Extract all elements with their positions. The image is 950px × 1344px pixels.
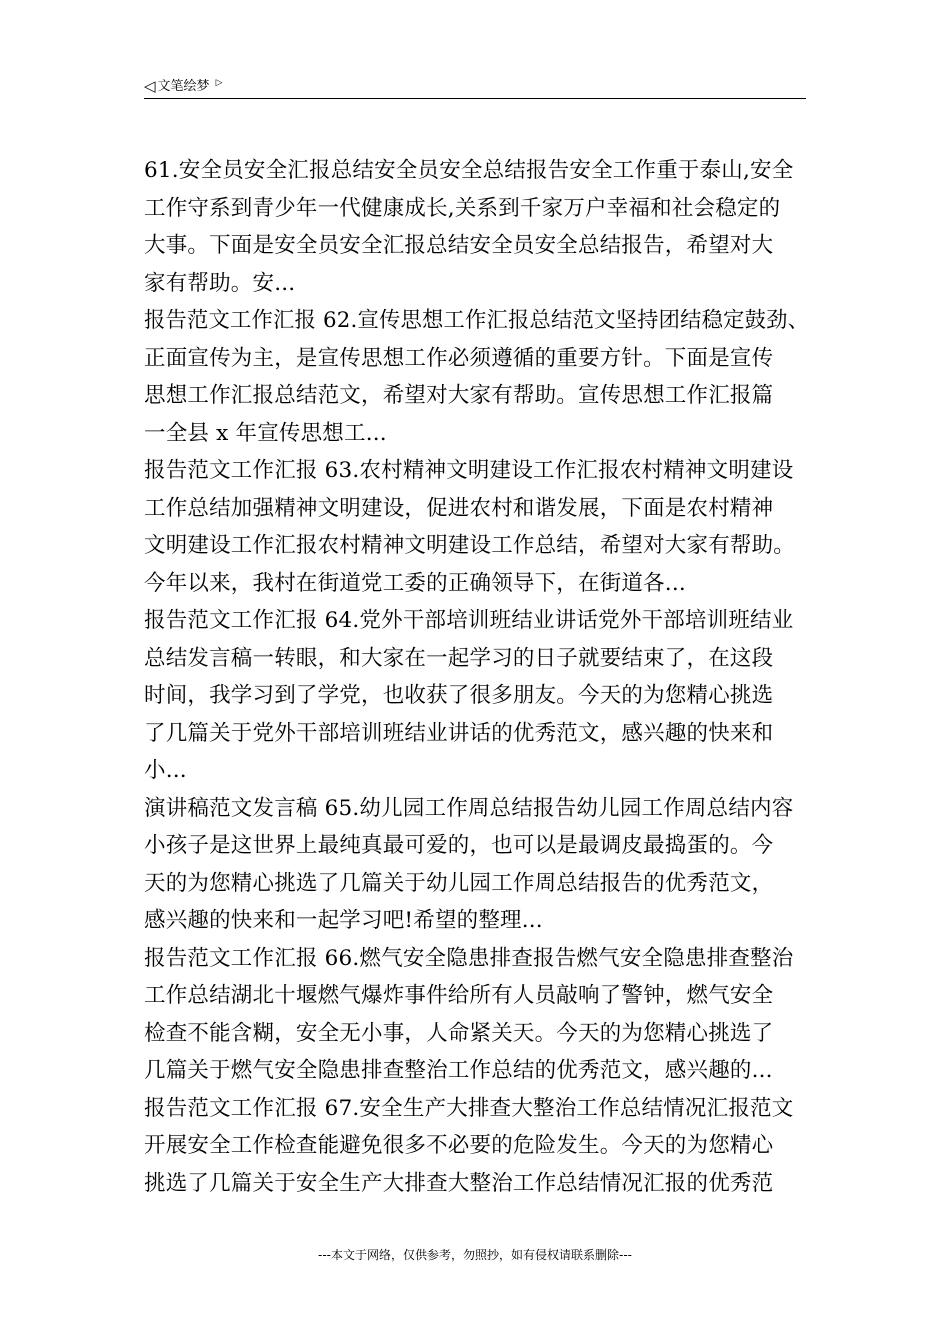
text-line: 报告范文工作汇报 62.宣传思想工作汇报总结范文坚持团结稳定鼓劲、 xyxy=(144,308,810,333)
text-line: 小孩子是这世界上最纯真最可爱的，也可以是最调皮最捣蛋的。今 xyxy=(144,833,774,858)
text-line: 大事。下面是安全员安全汇报总结安全员安全总结报告，希望对大 xyxy=(144,233,774,258)
text-line: 工作总结湖北十堰燃气爆炸事件给所有人员敲响了警钟，燃气安全 xyxy=(144,983,774,1008)
text-line: 一全县 x 年宣传思想工... xyxy=(144,420,387,446)
text-line: 正面宣传为主，是宣传思想工作必须遵循的重要方针。下面是宣传 xyxy=(144,345,774,371)
text-line: 演讲稿范文发言稿 65.幼儿园工作周总结报告幼儿园工作周总结内容 xyxy=(144,795,794,821)
text-line: 思想工作汇报总结范文，希望对大家有帮助。宣传思想工作汇报篇 xyxy=(144,383,774,408)
document-body xyxy=(144,152,809,1202)
text-line: 报告范文工作汇报 63.农村精神文明建设工作汇报农村精神文明建设 xyxy=(144,458,794,483)
text-line: 小... xyxy=(144,758,187,783)
text-line: 文明建设工作汇报农村精神文明建设工作总结，希望对大家有帮助。 xyxy=(144,533,796,558)
text-line: 检查不能含糊，安全无小事，人命紧关天。今天的为您精心挑选了 xyxy=(144,1020,774,1046)
page-header xyxy=(144,74,806,99)
text-line: 61.安全员安全汇报总结安全员安全总结报告安全工作重于泰山,安全 xyxy=(144,158,794,183)
text-line: 了几篇关于党外干部培训班结业讲话的优秀范文，感兴趣的快来和 xyxy=(144,720,774,746)
text-line: 感兴趣的快来和一起学习吧!希望的整理... xyxy=(144,908,543,933)
text-line: 报告范文工作汇报 66.燃气安全隐患排查报告燃气安全隐患排查整治 xyxy=(144,945,794,971)
text-line: 几篇关于燃气安全隐患排查整治工作总结的优秀范文，感兴趣的... xyxy=(144,1058,773,1083)
text-line: 今年以来，我村在街道党工委的正确领导下，在街道各... xyxy=(144,570,686,596)
text-line: 天的为您精心挑选了几篇关于幼儿园工作周总结报告的优秀范文， xyxy=(144,870,774,896)
text-line: 总结发言稿一转眼，和大家在一起学习的日子就要结束了，在这段 xyxy=(144,645,774,671)
text-line: 挑选了几篇关于安全生产大排查大整治工作总结情况汇报的优秀范 xyxy=(144,1170,774,1196)
triangle-left-icon: ◁ xyxy=(144,76,156,95)
page-footer: ---本文于网络，仅供参考，勿照抄，如有侵权请联系删除--- xyxy=(318,1248,632,1262)
text-line: 报告范文工作汇报 64.党外干部培训班结业讲话党外干部培训班结业 xyxy=(144,608,794,633)
text-line: 时间，我学习到了学党，也收获了很多朋友。今天的为您精心挑选 xyxy=(144,683,774,708)
triangle-right-icon: ▷ xyxy=(215,77,223,88)
text-line: 家有帮助。安... xyxy=(144,270,296,296)
text-line: 开展安全工作检查能避免很多不必要的危险发生。今天的为您精心 xyxy=(144,1133,774,1158)
header-logo-text: 文笔绘梦 xyxy=(157,78,210,94)
text-line: 工作总结加强精神文明建设，促进农村和谐发展，下面是农村精神 xyxy=(144,495,774,521)
text-line: 报告范文工作汇报 67.安全生产大排查大整治工作总结情况汇报范文 xyxy=(144,1095,794,1121)
text-line: 工作守系到青少年一代健康成长,关系到千家万户幸福和社会稳定的 xyxy=(144,195,781,221)
